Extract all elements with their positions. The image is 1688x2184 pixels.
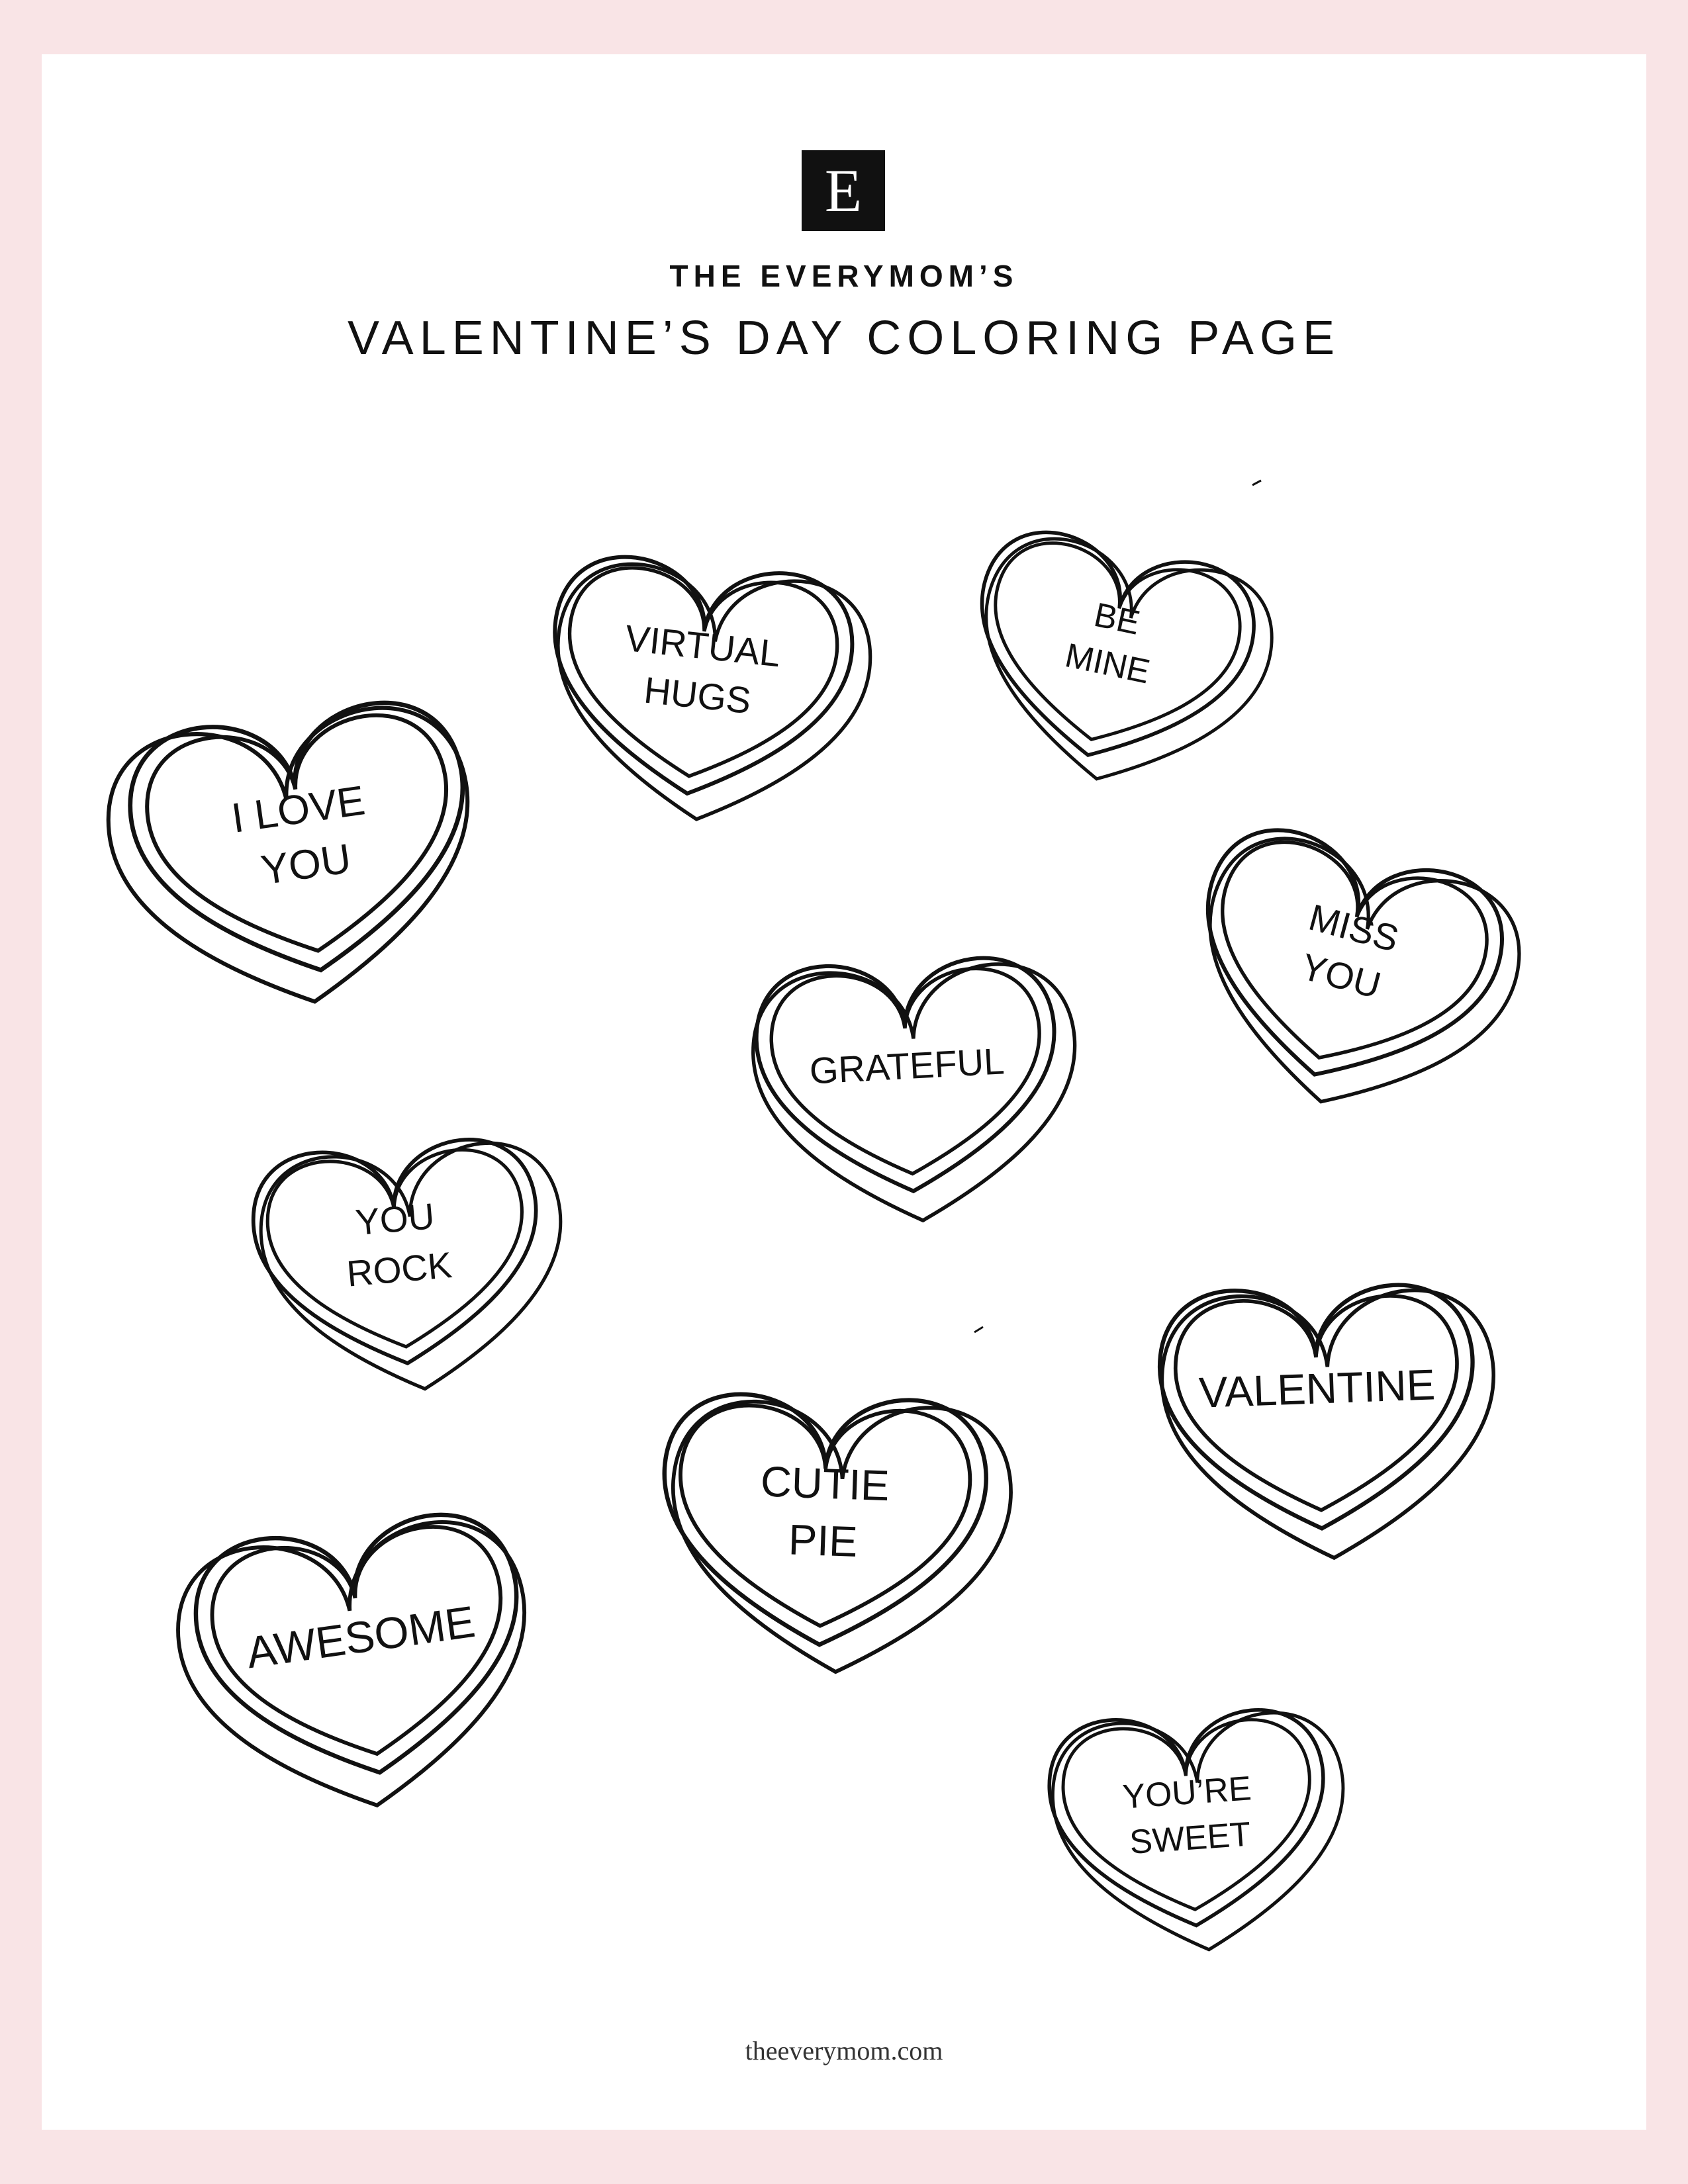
candy-heart [749, 954, 1084, 1229]
candy-heart [97, 692, 494, 1026]
page-title: VALENTINE’S DAY COLORING PAGE [348, 312, 1340, 365]
heart-message-line: VALENTINE [1197, 1360, 1436, 1417]
heart-message-line: SWEET [1128, 1814, 1252, 1862]
heart-message-line: YOU [258, 835, 354, 894]
heart-message-line: GRATEFUL [808, 1040, 1006, 1092]
heart-message-line: YOU [1297, 945, 1385, 1007]
candy-heart [1164, 815, 1538, 1142]
heart-message-line: BE [1090, 594, 1144, 642]
heart-message-line: YOU’RE [1121, 1768, 1253, 1816]
heart-message-line: MINE [1062, 635, 1154, 691]
heart-message-line: I LOVE [228, 777, 368, 842]
footer-website: theeverymom.com [745, 2036, 943, 2066]
stray-mark [1252, 480, 1261, 485]
heart-message-line: ROCK [345, 1244, 454, 1295]
page-subtitle: THE EVERYMOM’S [669, 259, 1019, 293]
heart-message-line: YOU [353, 1195, 436, 1244]
logo-letter: E [824, 157, 863, 224]
heart-message-line: VIRTUAL [623, 617, 782, 675]
candy-heart [166, 1504, 549, 1830]
candy-heart [658, 1392, 1014, 1678]
heart-message-line: AWESOME [243, 1596, 479, 1678]
heart-message-line: HUGS [642, 668, 753, 722]
heart-message-line: CUTIE [759, 1457, 890, 1510]
heart-message-line: MISS [1304, 895, 1403, 960]
stray-mark [974, 1327, 983, 1332]
candy-heart [1157, 1282, 1500, 1564]
candy-heart [949, 520, 1286, 809]
candy-heart [536, 550, 878, 835]
candy-heart [248, 1132, 575, 1402]
candy-heart [1045, 1704, 1354, 1960]
heart-message-line: PIE [787, 1515, 859, 1566]
